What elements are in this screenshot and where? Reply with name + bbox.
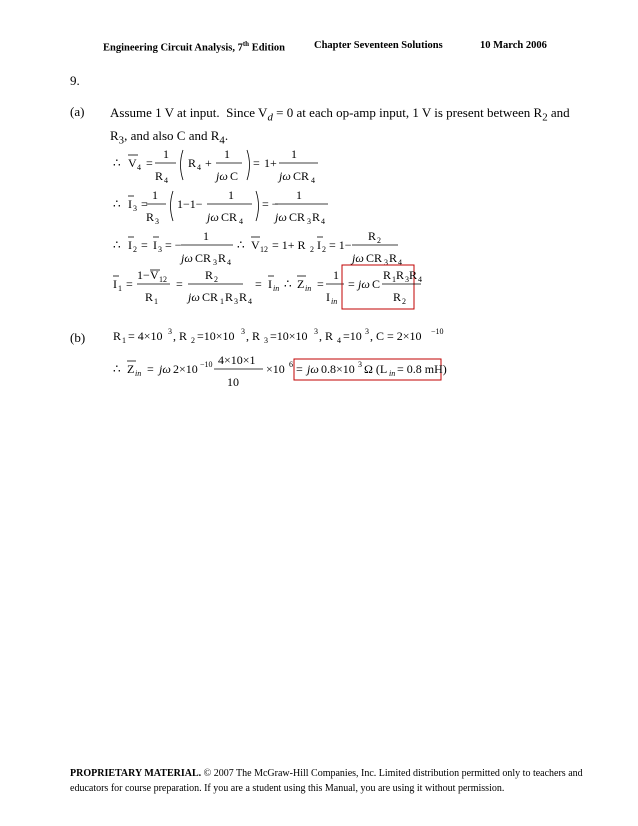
svg-text:1: 1 (203, 229, 209, 243)
svg-text:R: R (396, 268, 405, 282)
equation-zin-value (113, 353, 447, 389)
svg-text:3: 3 (133, 204, 137, 213)
svg-text:=: = (176, 277, 183, 291)
svg-text:, R: , R (246, 329, 261, 343)
svg-text:I: I (128, 238, 132, 252)
svg-text:3: 3 (234, 297, 238, 306)
svg-text:4: 4 (337, 336, 341, 345)
svg-text:=: = (317, 277, 324, 291)
footer-bold: PROPRIETARY MATERIAL. (70, 768, 202, 779)
svg-text:jω: jω (181, 251, 193, 265)
svg-text:V: V (128, 156, 137, 170)
svg-text:=: = (255, 277, 262, 291)
svg-text:=: = (141, 238, 148, 252)
svg-text:V: V (150, 268, 159, 282)
svg-text:jω: jω (358, 277, 370, 291)
svg-text:=: = (147, 362, 154, 376)
svg-text:1: 1 (220, 297, 224, 306)
svg-text:3: 3 (405, 275, 409, 284)
svg-text:×10: ×10 (266, 362, 285, 376)
svg-text:I: I (317, 238, 321, 252)
svg-text:R: R (113, 329, 122, 343)
svg-text:3: 3 (213, 258, 217, 267)
svg-text:R: R (312, 210, 321, 224)
svg-text:0.8×10: 0.8×10 (321, 362, 355, 376)
svg-text:∴: ∴ (237, 238, 245, 252)
svg-text:1: 1 (152, 188, 158, 202)
footer-text: © 2007 The McGraw-Hill Companies, Inc. Limited distribution permitted only to teachers and educators for course preparation. If you are a student using this Manual, you are using it without permission. (70, 768, 583, 794)
svg-text:4: 4 (239, 217, 243, 226)
svg-text:2: 2 (191, 336, 195, 345)
svg-text:1: 1 (224, 147, 230, 161)
svg-text:4: 4 (311, 176, 315, 185)
svg-text:C: C (230, 169, 239, 183)
svg-text:3: 3 (168, 327, 172, 336)
header-date: 10 March 2006 (480, 40, 547, 51)
svg-text:= −: = − (262, 197, 279, 211)
svg-text:jω: jω (307, 362, 319, 376)
svg-text:, R: , R (319, 329, 334, 343)
svg-text:jω: jω (216, 169, 228, 183)
svg-text:4×10×1: 4×10×1 (218, 353, 256, 367)
svg-text:2: 2 (322, 245, 326, 254)
part-b-label: (b) (70, 330, 86, 345)
svg-text:∴: ∴ (113, 238, 121, 252)
svg-text:jω: jω (207, 210, 219, 224)
svg-text:2: 2 (377, 236, 381, 245)
svg-text:= 1+ R: = 1+ R (272, 238, 306, 252)
svg-text:Z: Z (127, 362, 135, 376)
footer-copyright (70, 766, 590, 796)
svg-text:R: R (393, 290, 402, 304)
svg-text:−10: −10 (200, 360, 213, 369)
svg-text:, R: , R (173, 329, 188, 343)
svg-text:4: 4 (248, 297, 252, 306)
svg-text:CR: CR (195, 251, 212, 265)
svg-text:1: 1 (333, 268, 339, 282)
svg-text:in: in (331, 297, 338, 306)
equation-i1-zin (113, 265, 422, 309)
svg-text:10: 10 (227, 375, 239, 389)
svg-text:3: 3 (384, 258, 388, 267)
svg-text:1: 1 (291, 147, 297, 161)
svg-text:V: V (251, 238, 260, 252)
problem-number: 9. (70, 73, 80, 88)
svg-text:CR: CR (293, 169, 310, 183)
svg-text:, C = 2×10: , C = 2×10 (370, 329, 422, 343)
svg-text:R: R (368, 229, 377, 243)
svg-text:R: R (409, 268, 418, 282)
svg-text:= 1−: = 1− (329, 238, 352, 252)
svg-text:=10×10: =10×10 (197, 329, 235, 343)
svg-text:2: 2 (214, 275, 218, 284)
svg-text:jω: jω (188, 290, 200, 304)
svg-text:1: 1 (163, 147, 169, 161)
svg-text:= 4×10: = 4×10 (128, 329, 163, 343)
svg-text:Z: Z (297, 277, 305, 291)
svg-text:4: 4 (418, 275, 422, 284)
svg-text:CR: CR (366, 251, 383, 265)
svg-text:12: 12 (159, 275, 167, 284)
svg-text:∴: ∴ (113, 197, 121, 211)
equation-i2-v12 (113, 229, 402, 267)
svg-text:1: 1 (154, 297, 158, 306)
svg-text:−10: −10 (431, 327, 444, 336)
header-chapter: Chapter Seventeen Solutions (314, 40, 443, 51)
svg-text:in: in (135, 369, 142, 378)
svg-text:Ω (L: Ω (L (364, 362, 388, 376)
svg-text:3: 3 (314, 327, 318, 336)
svg-text:R: R (218, 251, 227, 265)
svg-text:3: 3 (365, 327, 369, 336)
svg-text:=: = (253, 156, 260, 170)
svg-text:1: 1 (122, 336, 126, 345)
svg-text:∴: ∴ (113, 156, 121, 170)
svg-text:1+: 1+ (264, 156, 277, 170)
svg-text:3: 3 (158, 245, 162, 254)
svg-text:12: 12 (260, 245, 268, 254)
svg-text:4: 4 (137, 163, 141, 172)
equation-values (113, 327, 444, 345)
svg-text:4: 4 (398, 258, 402, 267)
svg-text:1: 1 (118, 284, 122, 293)
svg-text:R: R (225, 290, 234, 304)
svg-text:in: in (305, 284, 312, 293)
svg-text:CR: CR (221, 210, 238, 224)
svg-text:=: = (126, 277, 133, 291)
svg-text:R: R (155, 169, 164, 183)
svg-text:4: 4 (321, 217, 325, 226)
svg-text:4: 4 (164, 176, 168, 185)
svg-text:1−1−: 1−1− (177, 197, 203, 211)
svg-text:4: 4 (227, 258, 231, 267)
svg-text:jω: jω (352, 251, 364, 265)
svg-text:=: = (348, 277, 355, 291)
svg-text:R: R (188, 156, 197, 170)
svg-text:CR: CR (202, 290, 219, 304)
svg-text:+: + (205, 156, 212, 170)
svg-text:4: 4 (197, 163, 201, 172)
svg-text:I: I (326, 290, 330, 304)
svg-text:3: 3 (358, 360, 362, 369)
svg-text:in: in (389, 369, 396, 378)
svg-text:= 0.8 mH): = 0.8 mH) (397, 362, 447, 376)
svg-text:=: = (146, 156, 153, 170)
svg-text:I: I (113, 277, 117, 291)
svg-text:3: 3 (307, 217, 311, 226)
part-a-label: (a) (70, 104, 85, 119)
svg-text:I: I (153, 238, 157, 252)
svg-text:I: I (128, 197, 132, 211)
svg-text:3: 3 (241, 327, 245, 336)
svg-text:R: R (146, 210, 155, 224)
svg-text:3: 3 (264, 336, 268, 345)
svg-text:∴: ∴ (113, 362, 121, 376)
svg-text:2: 2 (310, 245, 314, 254)
svg-text:2: 2 (402, 297, 406, 306)
svg-text:=: = (296, 362, 303, 376)
svg-text:=: = (141, 197, 148, 211)
equation-v4 (113, 147, 318, 185)
part-a-intro: Assume 1 V at input. Since $V_d = 0$ at each op-amp input, 1 V is present between $R_2$ and $R_3$, and also C and $R_4$. (110, 105, 570, 147)
svg-text:I: I (268, 277, 272, 291)
header-book-title: Engineering Circuit Analysis, 7th Edition (103, 40, 285, 54)
svg-text:1−: 1− (137, 268, 150, 282)
svg-text:2×10: 2×10 (173, 362, 198, 376)
svg-text:R: R (145, 290, 154, 304)
svg-text:in: in (273, 284, 280, 293)
equation-i3 (113, 188, 328, 226)
svg-text:3: 3 (155, 217, 159, 226)
svg-text:1: 1 (392, 275, 396, 284)
svg-text:= −: = − (165, 238, 182, 252)
svg-text:∴: ∴ (284, 277, 292, 291)
svg-text:C: C (372, 277, 381, 291)
svg-text:R: R (389, 251, 398, 265)
svg-text:1: 1 (296, 188, 302, 202)
svg-text:=10×10: =10×10 (270, 329, 308, 343)
svg-text:jω: jω (275, 210, 287, 224)
svg-text:=10: =10 (343, 329, 362, 343)
svg-text:R: R (239, 290, 248, 304)
svg-text:2: 2 (133, 245, 137, 254)
svg-text:R: R (383, 268, 392, 282)
svg-text:R: R (205, 268, 214, 282)
svg-text:CR: CR (289, 210, 306, 224)
svg-text:jω: jω (279, 169, 291, 183)
svg-text:6: 6 (289, 360, 293, 369)
svg-text:1: 1 (228, 188, 234, 202)
svg-text:jω: jω (159, 362, 171, 376)
